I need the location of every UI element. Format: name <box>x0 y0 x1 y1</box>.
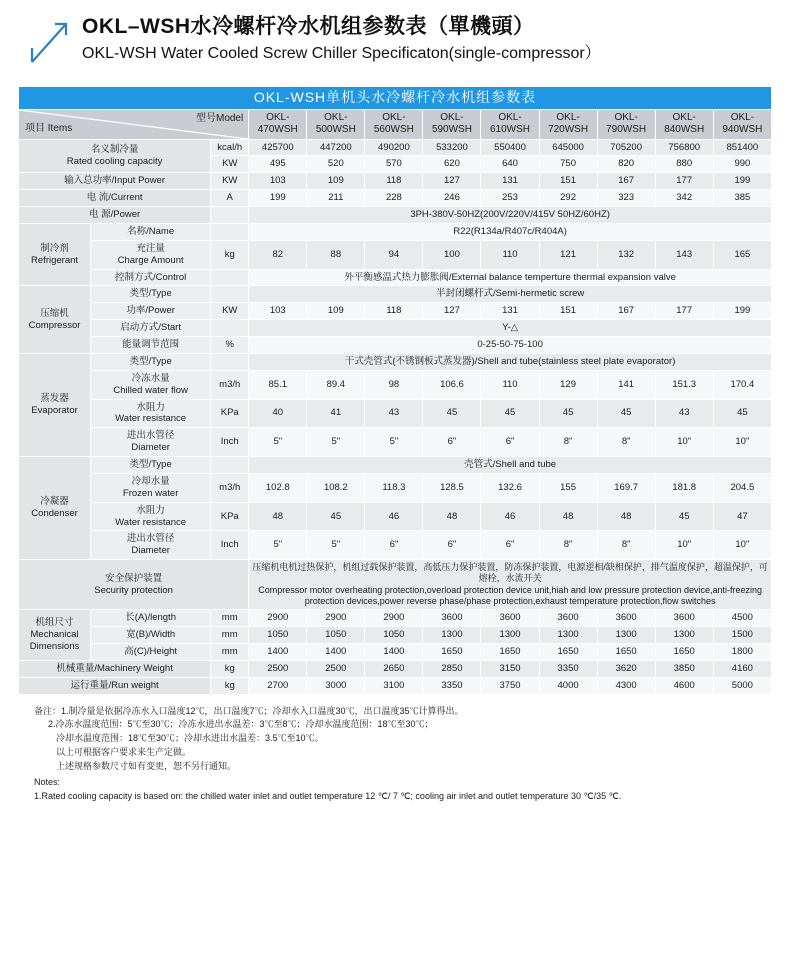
header-text-block <box>76 14 601 65</box>
condenser-type-label: 类型/Type <box>91 457 211 474</box>
row-input-power <box>19 173 772 190</box>
dimension-width-unit: mm <box>211 627 249 644</box>
table-band-title: OKL-WSH单机头水冷螺杆冷水机组参数表 <box>19 87 772 110</box>
row-condenser-flow <box>19 473 772 502</box>
row-power-supply <box>19 207 772 224</box>
cell: 6" <box>423 531 481 560</box>
cell: 167 <box>597 303 655 320</box>
cell: 8" <box>597 428 655 457</box>
cell: 151.3 <box>655 370 713 399</box>
row-security-protection <box>19 560 772 610</box>
cell: 2900 <box>307 610 365 627</box>
cell: 3600 <box>655 610 713 627</box>
cell: 495 <box>249 156 307 173</box>
dimension-height-label: 高(C)/Height <box>91 643 211 660</box>
rated-cooling-label: 名义制冷量 Rated cooling capacity <box>19 139 211 173</box>
cell: 204.5 <box>713 473 771 502</box>
dimension-length-unit: mm <box>211 610 249 627</box>
cell: 5000 <box>713 677 771 694</box>
current-unit: A <box>211 190 249 207</box>
cell: 82 <box>249 240 307 269</box>
evaporator-type-unit <box>211 353 249 370</box>
condenser-diameter-unit: Inch <box>211 531 249 560</box>
cell: 5" <box>249 428 307 457</box>
compressor-power-unit: KW <box>211 303 249 320</box>
cell: 385 <box>713 190 771 207</box>
cell: 1650 <box>597 643 655 660</box>
compressor-capacity-unit: % <box>211 337 249 354</box>
cell: 48 <box>249 502 307 531</box>
row-evaporator-diameter <box>19 428 772 457</box>
cell: 45 <box>307 502 365 531</box>
corner-model-label: 型号Model <box>195 112 244 124</box>
cell: 640 <box>481 156 539 173</box>
compressor-group-label: 压缩机 Compressor <box>19 286 91 354</box>
cell: 620 <box>423 156 481 173</box>
cell: 1650 <box>481 643 539 660</box>
note-cn-3: 冷却水温度范围：18℃至30℃；冷却水进出水温差：3.5℃至10℃。 <box>56 733 324 744</box>
row-condenser-diameter <box>19 531 772 560</box>
cell: 4160 <box>713 660 771 677</box>
power-supply-value: 3PH-380V-50HZ(200V/220V/415V 50HZ/60HZ) <box>249 207 772 224</box>
cell: 3350 <box>423 677 481 694</box>
refrigerant-name-unit <box>211 223 249 240</box>
cell: 1300 <box>423 627 481 644</box>
cell: 151 <box>539 173 597 190</box>
cell: 10" <box>655 428 713 457</box>
cell: 756800 <box>655 139 713 156</box>
cell: 2500 <box>249 660 307 677</box>
table-header-row <box>19 109 772 139</box>
compressor-power-label: 功率/Power <box>91 303 211 320</box>
security-value <box>249 560 772 610</box>
condenser-type-value: 壳管式/Shell and tube <box>249 457 772 474</box>
cell: 211 <box>307 190 365 207</box>
cell: 323 <box>597 190 655 207</box>
cell: 45 <box>539 399 597 428</box>
row-current <box>19 190 772 207</box>
cell: 1400 <box>307 643 365 660</box>
cell: 880 <box>655 156 713 173</box>
cell: 520 <box>307 156 365 173</box>
row-compressor-capacity-range <box>19 337 772 354</box>
cell: 41 <box>307 399 365 428</box>
input-power-unit: KW <box>211 173 249 190</box>
cell: 45 <box>481 399 539 428</box>
cell: 118 <box>365 303 423 320</box>
cell: 199 <box>713 303 771 320</box>
run-weight-label: 运行重量/Run weight <box>19 677 211 694</box>
cell: 3350 <box>539 660 597 677</box>
cell: 5" <box>249 531 307 560</box>
cell: 645000 <box>539 139 597 156</box>
cell: 199 <box>713 173 771 190</box>
cell: 1050 <box>249 627 307 644</box>
cell: 151 <box>539 303 597 320</box>
spec-table <box>18 86 772 695</box>
security-text-en: Compressor motor overheating protection,overload protection device unit,hiah and low pressure protection device,anti-freezing protection devices,power reverse phase/phase protection,exhaust temperature protection,flow switches <box>258 584 762 606</box>
cell: 2900 <box>365 610 423 627</box>
cell: 45 <box>597 399 655 428</box>
cell: 46 <box>365 502 423 531</box>
dimension-width-label: 宽(B)/Width <box>91 627 211 644</box>
cell: 2850 <box>423 660 481 677</box>
refrigerant-control-unit <box>211 269 249 286</box>
refrigerant-charge-label: 充注量 Charge Amount <box>91 240 211 269</box>
spec-table-wrapper <box>0 72 790 695</box>
cell: 47 <box>713 502 771 531</box>
cell: 102.8 <box>249 473 307 502</box>
cell: 2500 <box>307 660 365 677</box>
cell: 1650 <box>539 643 597 660</box>
power-supply-label: 电 源/Power <box>19 207 211 224</box>
condenser-flow-label: 冷却水量 Frozen water <box>91 473 211 502</box>
cell: 292 <box>539 190 597 207</box>
evaporator-diameter-label: 进出水管径 Diameter <box>91 428 211 457</box>
row-compressor-power <box>19 303 772 320</box>
cell: 43 <box>365 399 423 428</box>
note-cn-4: 以上可根据客户要求来生产定做。 <box>56 747 192 758</box>
cell: 3600 <box>423 610 481 627</box>
cell: 118 <box>365 173 423 190</box>
refrigerant-charge-unit: kg <box>211 240 249 269</box>
row-refrigerant-name <box>19 223 772 240</box>
compressor-type-unit <box>211 286 249 303</box>
cell: 851400 <box>713 139 771 156</box>
cell: 1500 <box>713 627 771 644</box>
row-dimension-width <box>19 627 772 644</box>
cell: 141 <box>597 370 655 399</box>
cell: 990 <box>713 156 771 173</box>
dimension-height-unit: mm <box>211 643 249 660</box>
cell: 228 <box>365 190 423 207</box>
cell: 132.6 <box>481 473 539 502</box>
cell: 118.3 <box>365 473 423 502</box>
cell: 108.2 <box>307 473 365 502</box>
row-evaporator-flow <box>19 370 772 399</box>
cell: 10" <box>713 531 771 560</box>
condenser-group-label: 冷凝器 Condenser <box>19 457 91 560</box>
model-header-3: OKL-590WSH <box>423 109 481 139</box>
cell: 132 <box>597 240 655 269</box>
cell: 820 <box>597 156 655 173</box>
run-weight-unit: kg <box>211 677 249 694</box>
cell: 199 <box>249 190 307 207</box>
cell: 705200 <box>597 139 655 156</box>
compressor-capacity-label: 能量调节范围 <box>91 337 211 354</box>
cell: 109 <box>307 303 365 320</box>
cell: 447200 <box>307 139 365 156</box>
cell: 1050 <box>365 627 423 644</box>
cell: 100 <box>423 240 481 269</box>
cell: 177 <box>655 173 713 190</box>
evaporator-flow-label: 冷冻水量 Chilled water flow <box>91 370 211 399</box>
cell: 89.4 <box>307 370 365 399</box>
cell: 3850 <box>655 660 713 677</box>
cell: 6" <box>481 428 539 457</box>
cell: 1300 <box>539 627 597 644</box>
rated-cooling-unit-kw: KW <box>211 156 249 173</box>
corner-items-label: 项目 Items <box>25 123 73 134</box>
row-refrigerant-charge <box>19 240 772 269</box>
cell: 165 <box>713 240 771 269</box>
row-evaporator-resistance <box>19 399 772 428</box>
page-title-cn: OKL–WSH水冷螺杆冷水机组参数表（單機頭） <box>82 15 535 38</box>
cell: 253 <box>481 190 539 207</box>
cell: 5" <box>307 531 365 560</box>
cell: 4300 <box>597 677 655 694</box>
cell: 3600 <box>481 610 539 627</box>
company-logo-icon <box>24 18 76 66</box>
cell: 46 <box>481 502 539 531</box>
cell: 3150 <box>481 660 539 677</box>
cell: 40 <box>249 399 307 428</box>
cell: 48 <box>539 502 597 531</box>
condenser-type-unit <box>211 457 249 474</box>
evaporator-type-value: 干式壳管式(不锈钢板式蒸发器)/Shell and tube(stainless steel plate evaporator) <box>249 353 772 370</box>
compressor-start-value: Y-△ <box>249 320 772 337</box>
refrigerant-control-value: 外平衡感温式热力膨胀阀/External balance temperture thermal expansion valve <box>249 269 772 286</box>
cell: 167 <box>597 173 655 190</box>
cell: 48 <box>423 502 481 531</box>
model-header-2: OKL-560WSH <box>365 109 423 139</box>
cell: 1300 <box>597 627 655 644</box>
cell: 4600 <box>655 677 713 694</box>
cell: 10" <box>713 428 771 457</box>
evaporator-diameter-unit: Inch <box>211 428 249 457</box>
cell: 45 <box>655 502 713 531</box>
cell: 106.6 <box>423 370 481 399</box>
cell: 570 <box>365 156 423 173</box>
cell: 490200 <box>365 139 423 156</box>
security-text-cn: 压缩机电机过热保护，机组过载保护装置，高低压力保护装置，防冻保护装置，电源逆相/缺相保护，排气温度保护，超温保护，可熔栓，水流开关 <box>252 562 768 584</box>
model-header-5: OKL-720WSH <box>539 109 597 139</box>
row-condenser-resistance <box>19 502 772 531</box>
cell: 10" <box>655 531 713 560</box>
cell: 750 <box>539 156 597 173</box>
evaporator-type-label: 类型/Type <box>91 353 211 370</box>
cell: 6" <box>423 428 481 457</box>
cell: 143 <box>655 240 713 269</box>
cell: 45 <box>713 399 771 428</box>
cell: 85.1 <box>249 370 307 399</box>
model-header-4: OKL-610WSH <box>481 109 539 139</box>
table-corner-cell <box>19 109 249 139</box>
row-dimension-length <box>19 610 772 627</box>
cell: 1300 <box>481 627 539 644</box>
cell: 5" <box>307 428 365 457</box>
page-header <box>0 0 790 72</box>
compressor-type-label: 类型/Type <box>91 286 211 303</box>
cell: 8" <box>539 531 597 560</box>
dimension-length-label: 长(A)/length <box>91 610 211 627</box>
power-supply-unit <box>211 207 249 224</box>
current-label: 电 流/Current <box>19 190 211 207</box>
cell: 5" <box>365 428 423 457</box>
input-power-label: 输入总功率/Input Power <box>19 173 211 190</box>
cell: 8" <box>539 428 597 457</box>
cell: 127 <box>423 173 481 190</box>
row-rated-cooling-kcal <box>19 139 772 156</box>
condenser-flow-unit: m3/h <box>211 473 249 502</box>
cell: 550400 <box>481 139 539 156</box>
cell: 2650 <box>365 660 423 677</box>
cell: 131 <box>481 173 539 190</box>
cell: 110 <box>481 370 539 399</box>
cell: 48 <box>597 502 655 531</box>
condenser-resistance-label: 水阻力 Water resistance <box>91 502 211 531</box>
cell: 3600 <box>597 610 655 627</box>
model-header-7: OKL-840WSH <box>655 109 713 139</box>
condenser-resistance-unit: KPa <box>211 502 249 531</box>
compressor-start-label: 启动方式/Start <box>91 320 211 337</box>
refrigerant-group-label: 制冷剂 Refrigerant <box>19 223 91 286</box>
cell: 1650 <box>423 643 481 660</box>
cell: 3750 <box>481 677 539 694</box>
cell: 6" <box>365 531 423 560</box>
cell: 3620 <box>597 660 655 677</box>
evaporator-resistance-label: 水阻力 Water resistance <box>91 399 211 428</box>
note-cn-1: 备注：1.制冷量是依据冷冻水入口温度12℃，出口温度7℃；冷却水入口温度30℃，出口温度35℃计算得出。 <box>34 705 464 716</box>
evaporator-resistance-unit: KPa <box>211 399 249 428</box>
table-band-title-row <box>19 87 772 110</box>
cell: 98 <box>365 370 423 399</box>
refrigerant-name-label: 名称/Name <box>91 223 211 240</box>
cell: 4500 <box>713 610 771 627</box>
cell: 169.7 <box>597 473 655 502</box>
row-compressor-start <box>19 320 772 337</box>
cell: 177 <box>655 303 713 320</box>
cell: 43 <box>655 399 713 428</box>
machinery-weight-unit: kg <box>211 660 249 677</box>
cell: 246 <box>423 190 481 207</box>
cell: 6" <box>481 531 539 560</box>
cell: 425700 <box>249 139 307 156</box>
note-cn-5: 上述规格参数尺寸如有变更，恕不另行通知。 <box>56 761 237 772</box>
cell: 128.5 <box>423 473 481 502</box>
cell: 121 <box>539 240 597 269</box>
row-run-weight <box>19 677 772 694</box>
notes-block <box>0 695 790 805</box>
cell: 103 <box>249 303 307 320</box>
cell: 1050 <box>307 627 365 644</box>
cell: 129 <box>539 370 597 399</box>
machinery-weight-label: 机械重量/Machinery Weight <box>19 660 211 677</box>
cell: 3000 <box>307 677 365 694</box>
row-condenser-type <box>19 457 772 474</box>
note-cn-2: 2.冷冻水温度范围：5℃至30℃；冷冻水进出水温差：3℃至8℃；冷却水温度范围：18℃至30℃； <box>48 719 434 730</box>
cell: 110 <box>481 240 539 269</box>
dimensions-group-label: 机组尺寸 Mechanical Dimensions <box>19 610 91 661</box>
model-header-1: OKL-500WSH <box>307 109 365 139</box>
cell: 8" <box>597 531 655 560</box>
cell: 127 <box>423 303 481 320</box>
cell: 170.4 <box>713 370 771 399</box>
cell: 533200 <box>423 139 481 156</box>
compressor-start-unit <box>211 320 249 337</box>
refrigerant-name-value: R22(R134a/R407c/R404A) <box>249 223 772 240</box>
page-title-en: OKL-WSH Water Cooled Screw Chiller Specificaton(single-compressor） <box>82 45 601 63</box>
cell: 45 <box>423 399 481 428</box>
cell: 1650 <box>655 643 713 660</box>
cell: 3600 <box>539 610 597 627</box>
cell: 155 <box>539 473 597 502</box>
rated-cooling-unit-kcal: kcal/h <box>211 139 249 156</box>
model-header-8: OKL-940WSH <box>713 109 771 139</box>
cell: 1800 <box>713 643 771 660</box>
model-header-0: OKL-470WSH <box>249 109 307 139</box>
row-evaporator-type <box>19 353 772 370</box>
cell: 1400 <box>365 643 423 660</box>
cell: 2700 <box>249 677 307 694</box>
row-machinery-weight <box>19 660 772 677</box>
compressor-type-value: 半封闭螺杆式/Semi-hermetic screw <box>249 286 772 303</box>
evaporator-group-label: 蒸发器 Evaporator <box>19 353 91 456</box>
row-refrigerant-control <box>19 269 772 286</box>
condenser-diameter-label: 进出水管径 Diameter <box>91 531 211 560</box>
compressor-capacity-value: 0-25-50-75-100 <box>249 337 772 354</box>
evaporator-flow-unit: m3/h <box>211 370 249 399</box>
cell: 1300 <box>655 627 713 644</box>
cell: 4000 <box>539 677 597 694</box>
note-en-1: 1.Rated cooling capacity is based on: the chilled water inlet and outlet temperature 12 ℃/ 7 ℃; cooling air inlet and outlet temperature 30 ℃/35 ℃. <box>34 791 622 802</box>
cell: 109 <box>307 173 365 190</box>
row-compressor-type <box>19 286 772 303</box>
cell: 3100 <box>365 677 423 694</box>
cell: 342 <box>655 190 713 207</box>
row-dimension-height <box>19 643 772 660</box>
cell: 131 <box>481 303 539 320</box>
cell: 1400 <box>249 643 307 660</box>
cell: 94 <box>365 240 423 269</box>
cell: 88 <box>307 240 365 269</box>
cell: 103 <box>249 173 307 190</box>
security-label: 安全保护装置 Security protection <box>19 560 249 610</box>
notes-en-title: Notes: <box>34 777 61 788</box>
cell: 181.8 <box>655 473 713 502</box>
cell: 2900 <box>249 610 307 627</box>
model-header-6: OKL-790WSH <box>597 109 655 139</box>
refrigerant-control-label: 控制方式/Control <box>91 269 211 286</box>
